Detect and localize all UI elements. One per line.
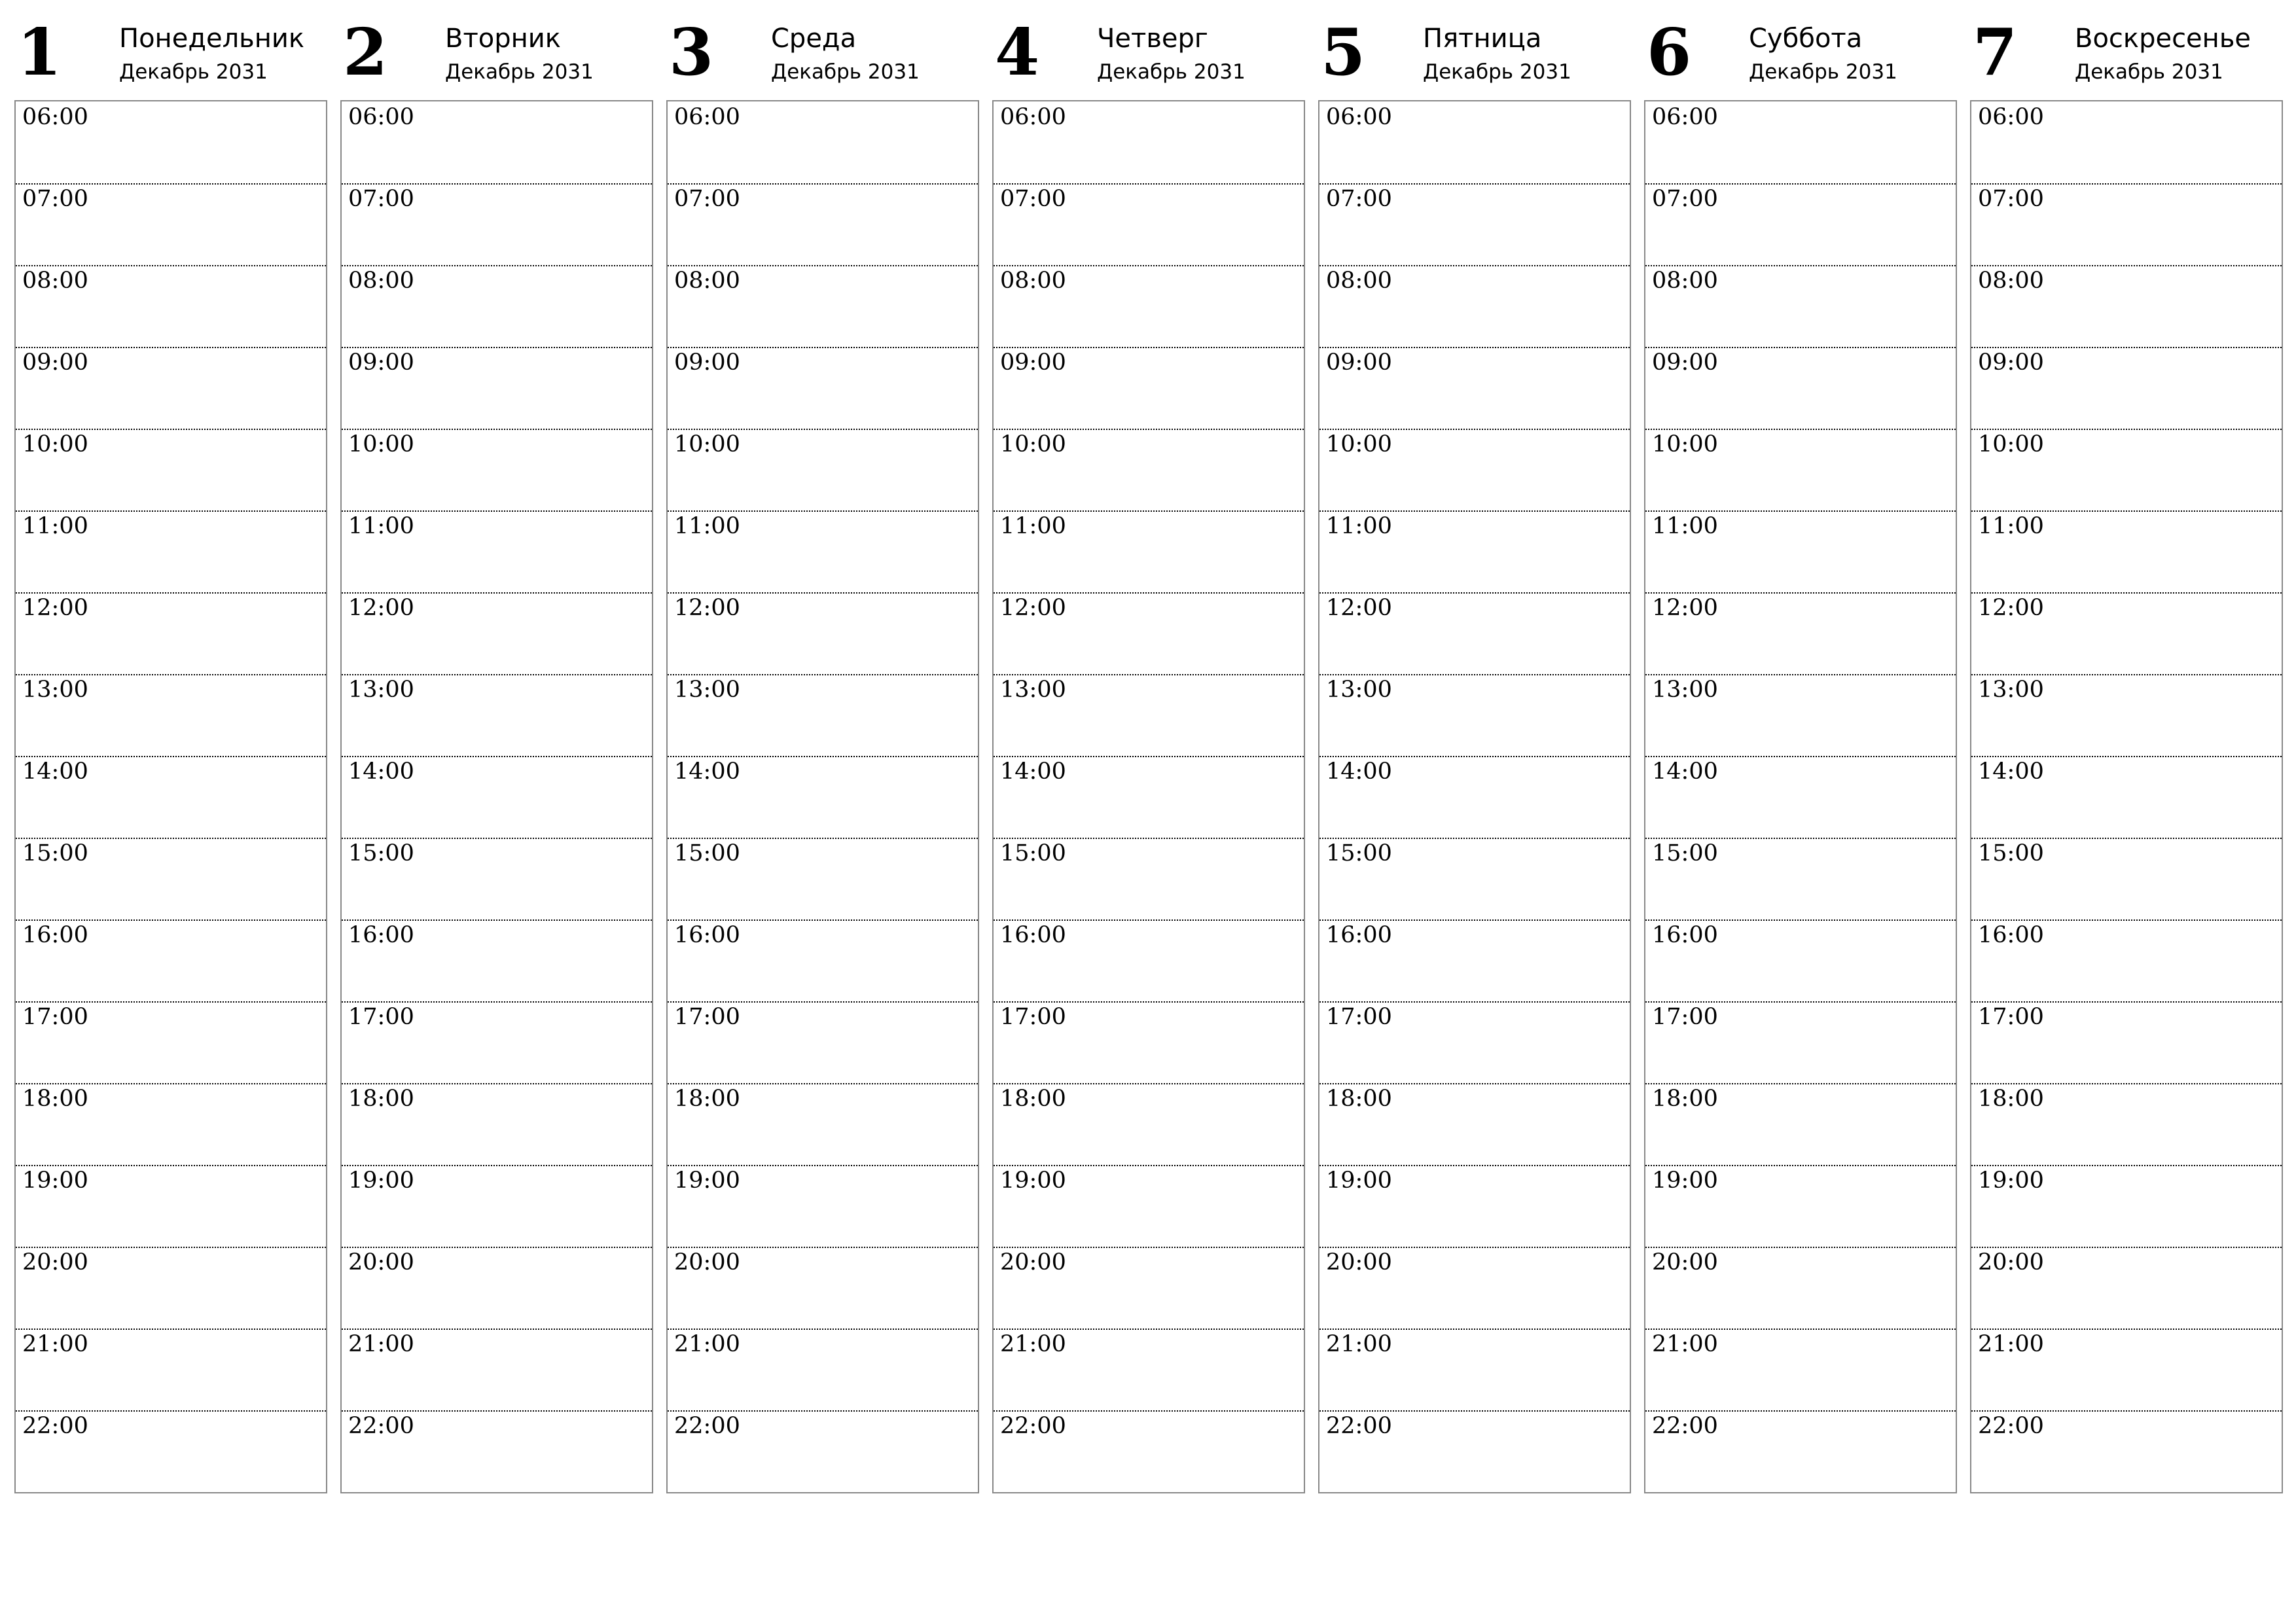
hour-slot (16, 101, 326, 185)
hour-label: 09:00 (1000, 349, 1066, 376)
hour-label: 06:00 (1652, 104, 1718, 130)
hour-slot (342, 1247, 652, 1330)
hour-slot (1319, 674, 1630, 757)
hour-label: 17:00 (1326, 1004, 1392, 1030)
day-month: Декабрь 2031 (445, 60, 594, 84)
hour-label: 19:00 (1652, 1168, 1718, 1194)
day-month: Декабрь 2031 (771, 60, 920, 84)
hour-label: 13:00 (1000, 677, 1066, 703)
hour-label: 08:00 (22, 268, 88, 294)
hour-label: 14:00 (1652, 758, 1718, 785)
hour-label: 16:00 (348, 922, 414, 948)
hour-label: 15:00 (1000, 840, 1066, 866)
hour-slot (994, 592, 1304, 675)
hour-slot (1319, 1410, 1630, 1492)
hour-slot (1645, 756, 1956, 839)
day-column (1318, 14, 1631, 1493)
hour-label: 19:00 (674, 1168, 740, 1194)
hour-label: 11:00 (674, 513, 740, 539)
hour-label: 14:00 (1326, 758, 1392, 785)
hour-label: 15:00 (1652, 840, 1718, 866)
hour-label: 15:00 (22, 840, 88, 866)
hour-label: 12:00 (22, 595, 88, 621)
hour-label: 14:00 (22, 758, 88, 785)
hour-label: 12:00 (1000, 595, 1066, 621)
hour-slot (668, 1410, 978, 1492)
day-number: 2 (343, 15, 388, 90)
day-column (14, 14, 327, 1493)
hour-label: 15:00 (674, 840, 740, 866)
hour-label: 19:00 (348, 1168, 414, 1194)
hour-slot (1971, 1329, 2282, 1412)
hour-slot (1645, 183, 1956, 266)
hour-slot (342, 756, 652, 839)
hour-label: 20:00 (22, 1249, 88, 1275)
hour-label: 19:00 (1978, 1168, 2044, 1194)
hour-slot (1645, 347, 1956, 430)
hour-slot (16, 347, 326, 430)
hour-slot (16, 838, 326, 921)
hour-label: 22:00 (1652, 1413, 1718, 1439)
hour-label: 12:00 (674, 595, 740, 621)
hour-label: 13:00 (22, 677, 88, 703)
hour-slot (342, 1083, 652, 1166)
hour-label: 22:00 (348, 1413, 414, 1439)
hour-slot (1319, 1329, 1630, 1412)
hour-label: 17:00 (348, 1004, 414, 1030)
day-header (14, 14, 327, 99)
hour-label: 16:00 (1652, 922, 1718, 948)
hour-slot (16, 1083, 326, 1166)
hour-slot (342, 510, 652, 594)
hour-slot (1319, 347, 1630, 430)
hour-label: 21:00 (1000, 1331, 1066, 1357)
hour-label: 21:00 (348, 1331, 414, 1357)
hour-slot (342, 429, 652, 512)
hour-slot (16, 510, 326, 594)
day-name: Среда (771, 24, 857, 54)
hour-slot (16, 756, 326, 839)
hour-slot (994, 1410, 1304, 1492)
day-month: Декабрь 2031 (1749, 60, 1897, 84)
hour-slot (994, 1329, 1304, 1412)
hour-label: 12:00 (348, 595, 414, 621)
hour-slot (1319, 592, 1630, 675)
hour-slot (1971, 674, 2282, 757)
hour-label: 06:00 (348, 104, 414, 130)
day-number: 4 (995, 15, 1040, 90)
hour-slot (668, 592, 978, 675)
hour-slot (1971, 1001, 2282, 1084)
hour-slot (1645, 1410, 1956, 1492)
hour-label: 14:00 (348, 758, 414, 785)
day-number: 1 (17, 15, 62, 90)
hour-slot (342, 183, 652, 266)
day-name: Пятница (1423, 24, 1542, 54)
day-schedule-box (1970, 100, 2283, 1493)
hour-slot (16, 1165, 326, 1248)
hour-slot (994, 1083, 1304, 1166)
hour-label: 07:00 (1000, 186, 1066, 212)
day-header (1644, 14, 1957, 99)
hour-slot (994, 101, 1304, 185)
hour-label: 19:00 (1326, 1168, 1392, 1194)
hour-label: 10:00 (1978, 431, 2044, 457)
hour-label: 13:00 (674, 677, 740, 703)
hour-label: 21:00 (1326, 1331, 1392, 1357)
hour-slot (1971, 429, 2282, 512)
hour-slot (1319, 1247, 1630, 1330)
day-schedule-box (14, 100, 327, 1493)
hour-slot (342, 1329, 652, 1412)
hour-slot (668, 674, 978, 757)
hour-slot (1645, 265, 1956, 348)
hour-slot (668, 838, 978, 921)
hour-slot (1319, 510, 1630, 594)
hour-slot (668, 101, 978, 185)
hour-slot (1319, 101, 1630, 185)
hour-label: 13:00 (1652, 677, 1718, 703)
hour-slot (994, 838, 1304, 921)
hour-label: 16:00 (1000, 922, 1066, 948)
hour-label: 18:00 (1326, 1086, 1392, 1112)
hour-slot (1971, 510, 2282, 594)
day-schedule-box (666, 100, 979, 1493)
hour-slot (668, 756, 978, 839)
hour-slot (1971, 592, 2282, 675)
hour-slot (342, 347, 652, 430)
day-column (1970, 14, 2283, 1493)
day-name: Четверг (1097, 24, 1208, 54)
hour-label: 12:00 (1326, 595, 1392, 621)
hour-label: 15:00 (1326, 840, 1392, 866)
hour-label: 10:00 (22, 431, 88, 457)
hour-slot (1645, 674, 1956, 757)
hour-slot (668, 510, 978, 594)
hour-slot (16, 919, 326, 1003)
hour-label: 08:00 (674, 268, 740, 294)
day-column (340, 14, 653, 1493)
day-month: Декабрь 2031 (119, 60, 268, 84)
day-number: 6 (1647, 15, 1692, 90)
hour-label: 22:00 (674, 1413, 740, 1439)
hour-slot (668, 1083, 978, 1166)
hour-slot (1971, 838, 2282, 921)
hour-slot (994, 674, 1304, 757)
hour-slot (668, 1329, 978, 1412)
hour-label: 13:00 (1978, 677, 2044, 703)
hour-slot (1971, 101, 2282, 185)
hour-slot (994, 1165, 1304, 1248)
day-header (666, 14, 979, 99)
hour-label: 11:00 (1652, 513, 1718, 539)
hour-slot (668, 347, 978, 430)
day-column (1644, 14, 1957, 1493)
hour-label: 16:00 (674, 922, 740, 948)
hour-label: 19:00 (1000, 1168, 1066, 1194)
hour-label: 18:00 (1978, 1086, 2044, 1112)
hour-label: 16:00 (22, 922, 88, 948)
hour-slot (1971, 1247, 2282, 1330)
hour-slot (16, 674, 326, 757)
hour-slot (994, 510, 1304, 594)
hour-slot (668, 919, 978, 1003)
hour-label: 11:00 (348, 513, 414, 539)
hour-label: 21:00 (1652, 1331, 1718, 1357)
hour-label: 13:00 (348, 677, 414, 703)
hour-slot (1971, 756, 2282, 839)
hour-slot (1645, 1247, 1956, 1330)
hour-label: 17:00 (1652, 1004, 1718, 1030)
hour-slot (994, 919, 1304, 1003)
hour-label: 14:00 (1000, 758, 1066, 785)
hour-slot (16, 592, 326, 675)
hour-label: 10:00 (674, 431, 740, 457)
hour-label: 18:00 (1000, 1086, 1066, 1112)
hour-label: 08:00 (1326, 268, 1392, 294)
hour-label: 11:00 (1326, 513, 1392, 539)
hour-label: 07:00 (1652, 186, 1718, 212)
hour-label: 21:00 (22, 1331, 88, 1357)
hour-label: 18:00 (1652, 1086, 1718, 1112)
hour-label: 07:00 (22, 186, 88, 212)
hour-slot (1645, 1165, 1956, 1248)
hour-slot (1645, 919, 1956, 1003)
hour-slot (1645, 1083, 1956, 1166)
day-month: Декабрь 2031 (1423, 60, 1571, 84)
hour-slot (1319, 429, 1630, 512)
hour-slot (342, 674, 652, 757)
hour-slot (1319, 265, 1630, 348)
hour-slot (16, 265, 326, 348)
hour-slot (16, 183, 326, 266)
hour-label: 19:00 (22, 1168, 88, 1194)
hour-slot (994, 1001, 1304, 1084)
day-schedule-box (1318, 100, 1631, 1493)
hour-slot (668, 183, 978, 266)
hour-slot (342, 1410, 652, 1492)
hour-slot (1645, 1001, 1956, 1084)
hour-slot (1971, 347, 2282, 430)
hour-slot (1971, 1083, 2282, 1166)
hour-slot (16, 1410, 326, 1492)
day-column (992, 14, 1305, 1493)
day-name: Суббота (1749, 24, 1863, 54)
hour-slot (342, 1001, 652, 1084)
hour-label: 09:00 (1978, 349, 2044, 376)
hour-label: 06:00 (1000, 104, 1066, 130)
hour-slot (1319, 756, 1630, 839)
hour-slot (342, 919, 652, 1003)
hour-label: 20:00 (1000, 1249, 1066, 1275)
hour-slot (668, 265, 978, 348)
hour-label: 20:00 (1652, 1249, 1718, 1275)
hour-slot (994, 429, 1304, 512)
hour-label: 14:00 (1978, 758, 2044, 785)
hour-slot (1319, 183, 1630, 266)
hour-label: 10:00 (1326, 431, 1392, 457)
hour-label: 18:00 (674, 1086, 740, 1112)
day-month: Декабрь 2031 (1097, 60, 1246, 84)
hour-label: 06:00 (22, 104, 88, 130)
hour-label: 18:00 (348, 1086, 414, 1112)
hour-label: 07:00 (1326, 186, 1392, 212)
hour-label: 08:00 (1978, 268, 2044, 294)
hour-slot (994, 1247, 1304, 1330)
hour-label: 20:00 (348, 1249, 414, 1275)
day-number: 5 (1321, 15, 1366, 90)
day-name: Понедельник (119, 24, 305, 54)
hour-slot (342, 838, 652, 921)
hour-slot (1319, 1083, 1630, 1166)
hour-label: 21:00 (1978, 1331, 2044, 1357)
hour-slot (342, 592, 652, 675)
hour-label: 08:00 (1000, 268, 1066, 294)
hour-label: 17:00 (1978, 1004, 2044, 1030)
hour-slot (668, 1165, 978, 1248)
hour-slot (16, 1001, 326, 1084)
day-number: 7 (1973, 15, 2018, 90)
hour-label: 10:00 (1652, 431, 1718, 457)
day-month: Декабрь 2031 (2075, 60, 2223, 84)
hour-label: 10:00 (348, 431, 414, 457)
hour-label: 11:00 (1978, 513, 2044, 539)
hour-slot (994, 265, 1304, 348)
hour-label: 11:00 (22, 513, 88, 539)
hour-slot (1319, 838, 1630, 921)
hour-label: 22:00 (22, 1413, 88, 1439)
hour-label: 09:00 (674, 349, 740, 376)
hour-label: 22:00 (1000, 1413, 1066, 1439)
hour-slot (342, 265, 652, 348)
hour-label: 15:00 (348, 840, 414, 866)
day-name: Вторник (445, 24, 561, 54)
hour-label: 20:00 (1978, 1249, 2044, 1275)
day-schedule-box (340, 100, 653, 1493)
hour-slot (994, 183, 1304, 266)
hour-slot (668, 429, 978, 512)
day-schedule-box (1644, 100, 1957, 1493)
hour-label: 07:00 (674, 186, 740, 212)
day-header (1318, 14, 1631, 99)
hour-label: 06:00 (1326, 104, 1392, 130)
hour-slot (342, 1165, 652, 1248)
hour-label: 07:00 (348, 186, 414, 212)
hour-label: 17:00 (22, 1004, 88, 1030)
hour-slot (668, 1247, 978, 1330)
day-name: Воскресенье (2075, 24, 2251, 54)
hour-slot (1645, 838, 1956, 921)
hour-slot (1645, 429, 1956, 512)
hour-slot (1645, 101, 1956, 185)
weekly-planner (14, 14, 2283, 1493)
hour-slot (342, 101, 652, 185)
day-schedule-box (992, 100, 1305, 1493)
hour-slot (1971, 183, 2282, 266)
hour-label: 13:00 (1326, 677, 1392, 703)
hour-slot (1971, 1165, 2282, 1248)
hour-slot (1319, 1165, 1630, 1248)
hour-slot (1645, 592, 1956, 675)
hour-slot (16, 1329, 326, 1412)
hour-label: 11:00 (1000, 513, 1066, 539)
hour-label: 14:00 (674, 758, 740, 785)
hour-label: 09:00 (348, 349, 414, 376)
day-number: 3 (669, 15, 714, 90)
hour-slot (16, 1247, 326, 1330)
hour-label: 17:00 (674, 1004, 740, 1030)
hour-slot (16, 429, 326, 512)
hour-slot (994, 347, 1304, 430)
hour-label: 06:00 (674, 104, 740, 130)
hour-label: 06:00 (1978, 104, 2044, 130)
hour-label: 08:00 (348, 268, 414, 294)
hour-label: 15:00 (1978, 840, 2044, 866)
hour-label: 10:00 (1000, 431, 1066, 457)
hour-label: 12:00 (1652, 595, 1718, 621)
day-header (340, 14, 653, 99)
day-column (666, 14, 979, 1493)
hour-label: 22:00 (1326, 1413, 1392, 1439)
hour-slot (994, 756, 1304, 839)
hour-slot (668, 1001, 978, 1084)
day-header (992, 14, 1305, 99)
hour-label: 18:00 (22, 1086, 88, 1112)
day-header (1970, 14, 2283, 99)
hour-label: 12:00 (1978, 595, 2044, 621)
hour-label: 09:00 (1652, 349, 1718, 376)
hour-label: 07:00 (1978, 186, 2044, 212)
hour-label: 16:00 (1978, 922, 2044, 948)
hour-label: 20:00 (1326, 1249, 1392, 1275)
hour-slot (1645, 1329, 1956, 1412)
hour-label: 20:00 (674, 1249, 740, 1275)
hour-label: 09:00 (1326, 349, 1392, 376)
hour-slot (1971, 919, 2282, 1003)
hour-label: 22:00 (1978, 1413, 2044, 1439)
hour-slot (1645, 510, 1956, 594)
hour-slot (1319, 1001, 1630, 1084)
hour-slot (1971, 1410, 2282, 1492)
hour-slot (1319, 919, 1630, 1003)
hour-label: 08:00 (1652, 268, 1718, 294)
hour-label: 21:00 (674, 1331, 740, 1357)
hour-label: 17:00 (1000, 1004, 1066, 1030)
hour-label: 16:00 (1326, 922, 1392, 948)
hour-label: 09:00 (22, 349, 88, 376)
hour-slot (1971, 265, 2282, 348)
